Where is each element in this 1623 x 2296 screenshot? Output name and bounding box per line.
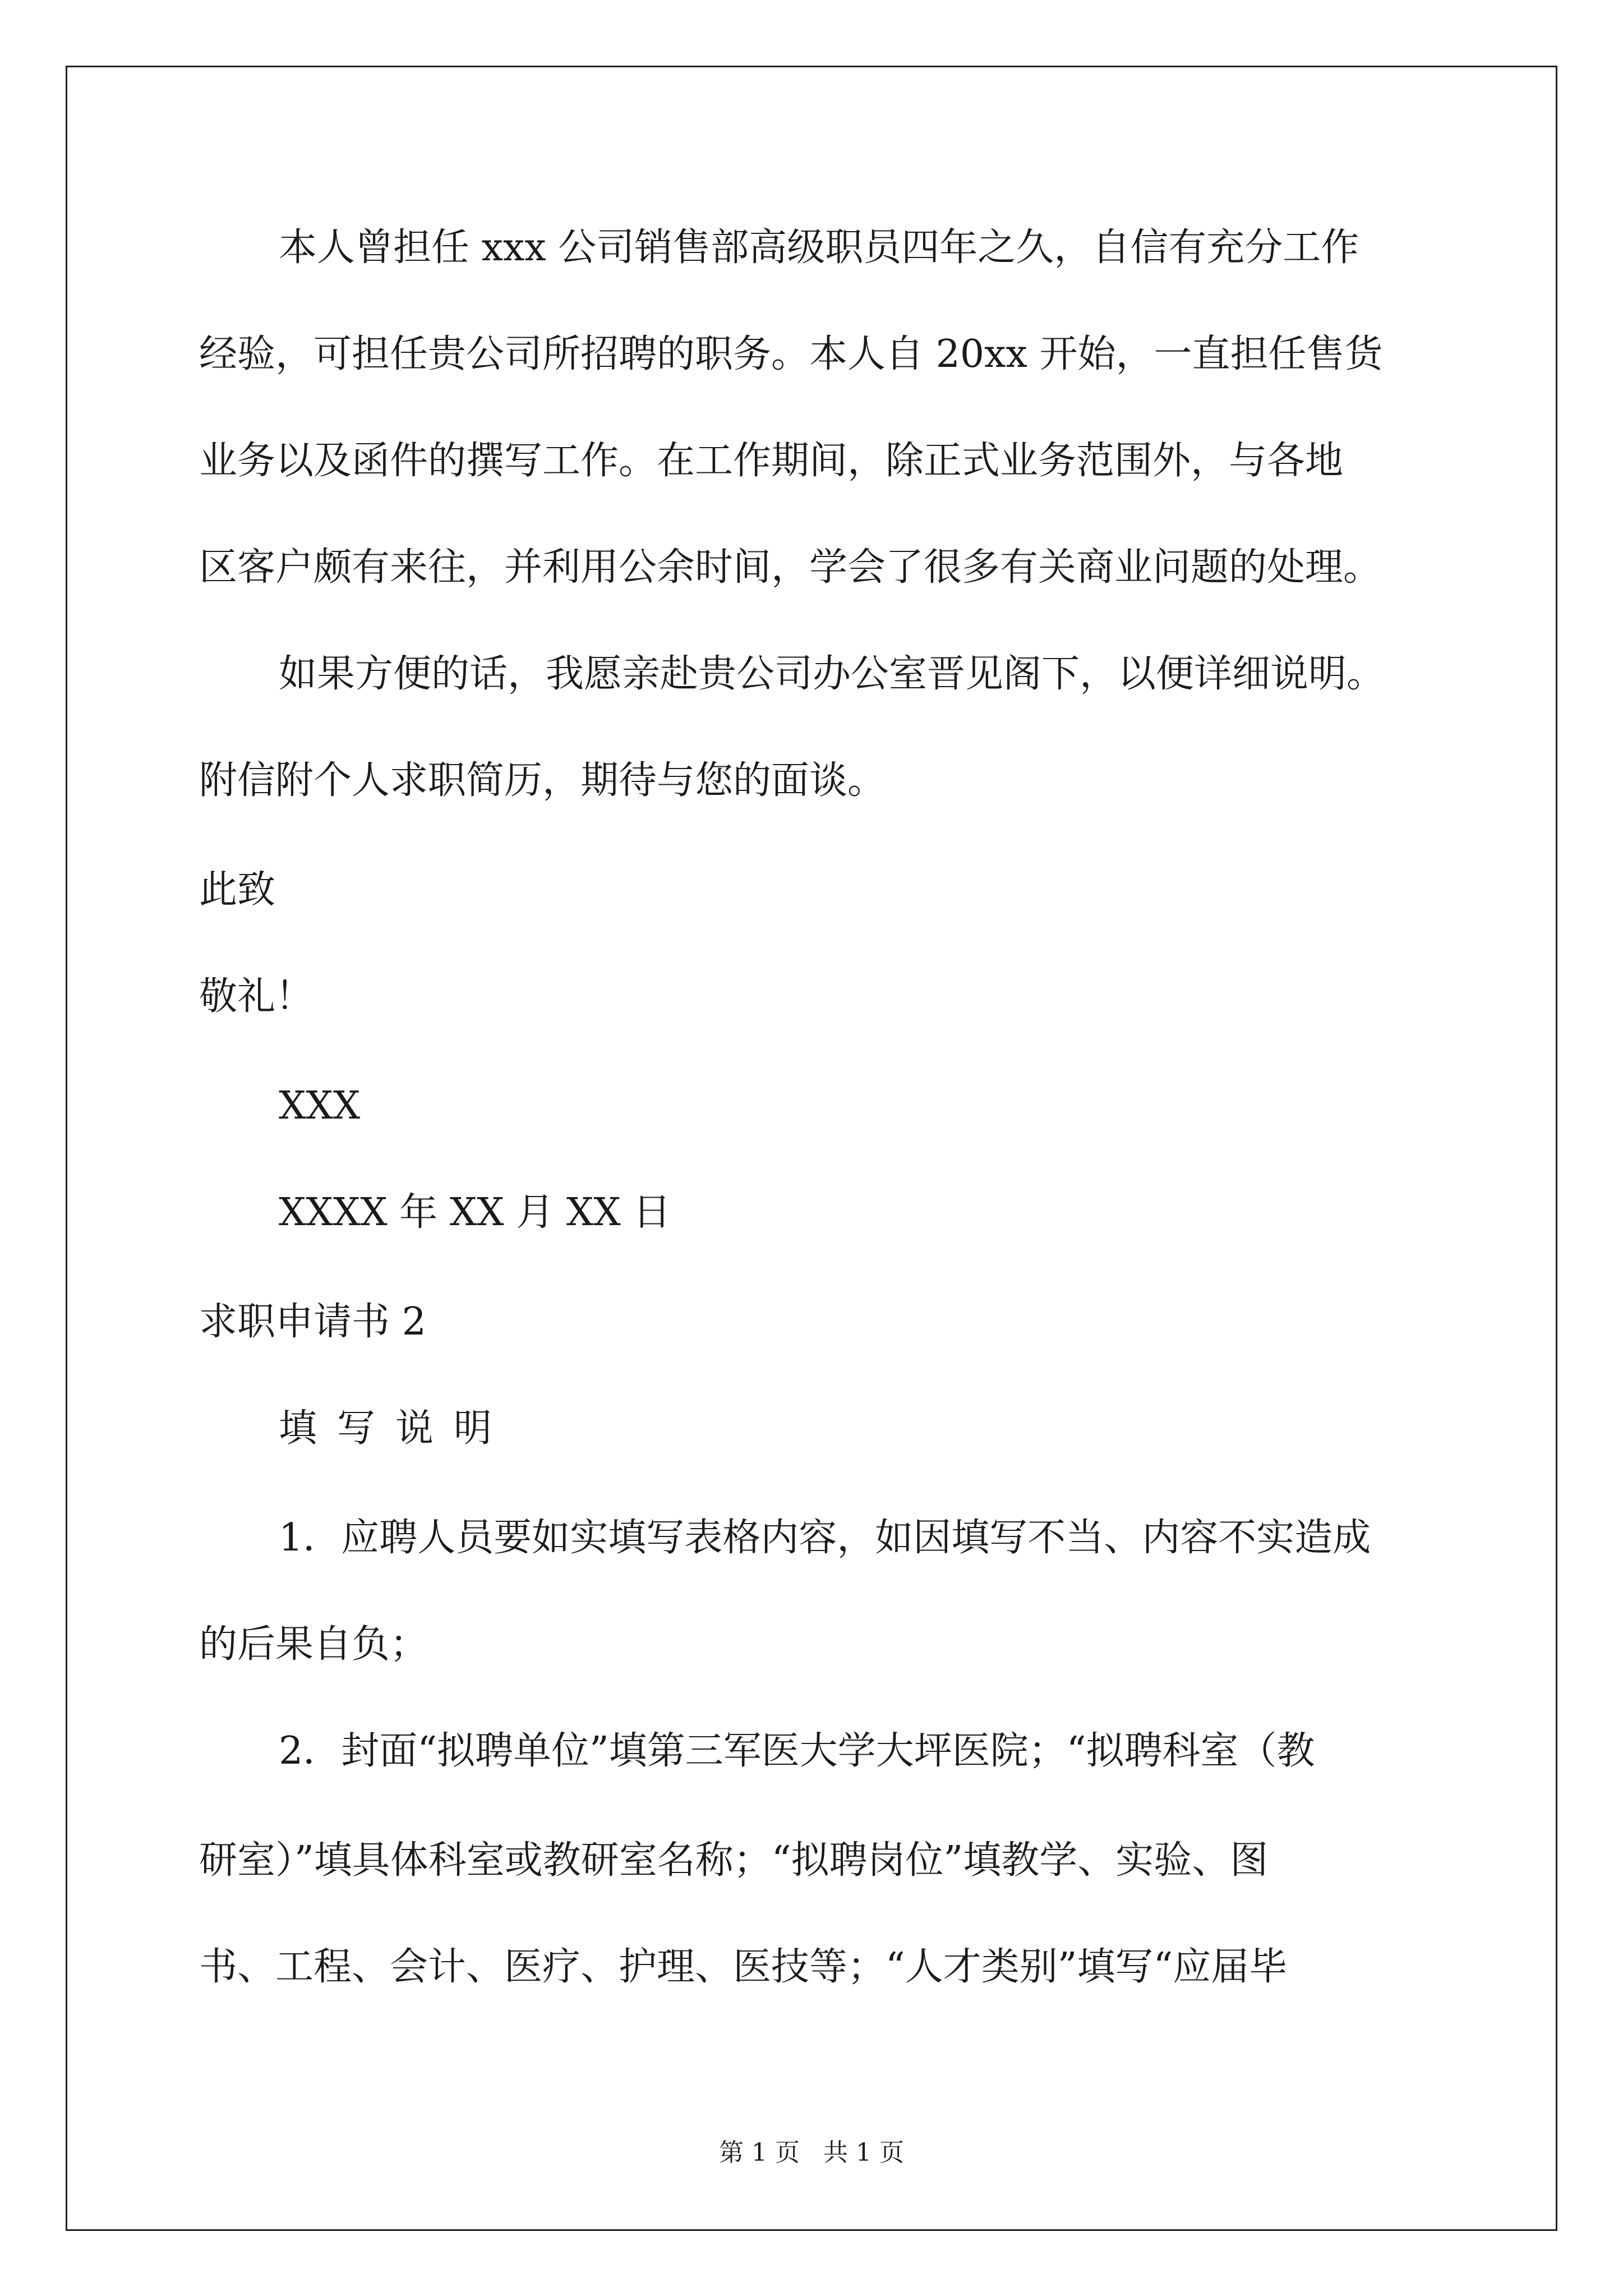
section-title: 求职申请书 2	[199, 1300, 426, 1344]
page-footer: 第 1 页 共 1 页	[719, 2138, 904, 2167]
signature-date: XXXX 年 XX 月 XX 日	[279, 1190, 671, 1235]
closing-salutation: 此致	[199, 868, 276, 912]
paragraph-line: 的后果自负；	[199, 1622, 428, 1667]
paragraph-line: 书、工程、会计、医疗、护理、医技等；“人才类别”填写“应届毕	[199, 1945, 1288, 1989]
paragraph-line: 附信附个人求职简历，期待与您的面谈。	[199, 758, 886, 803]
page-border	[66, 66, 1557, 2231]
paragraph-line: 2．封面“拟聘单位”填第三军医大学大坪医院；“拟聘科室（教	[279, 1729, 1315, 1773]
paragraph-line: 业务以及函件的撰写工作。在工作期间，除正式业务范围外，与各地	[199, 439, 1344, 483]
paragraph-line: 经验，可担任贵公司所招聘的职务。本人自 20xx 开始，一直担任售货	[199, 332, 1383, 376]
paragraph-line: 如果方便的话，我愿亲赴贵公司办公室晋见阁下，以便详细说明。	[279, 652, 1385, 696]
signature-name: XXX	[279, 1084, 361, 1128]
paragraph-line: 1．应聘人员要如实填写表格内容，如因填写不当、内容不实造成	[279, 1516, 1371, 1560]
section-subtitle: 填写说明	[279, 1406, 513, 1451]
paragraph-line: 区客户颇有来往，并利用公余时间，学会了很多有关商业问题的处理。	[199, 545, 1382, 590]
paragraph-line: 本人曾担任 xxx 公司销售部高级职员四年之久，自信有充分工作	[279, 226, 1359, 270]
closing-regards: 敬礼！	[199, 974, 314, 1019]
paragraph-line: 研室）”填具体科室或教研室名称；“拟聘岗位”填教学、实验、图	[199, 1838, 1269, 1883]
